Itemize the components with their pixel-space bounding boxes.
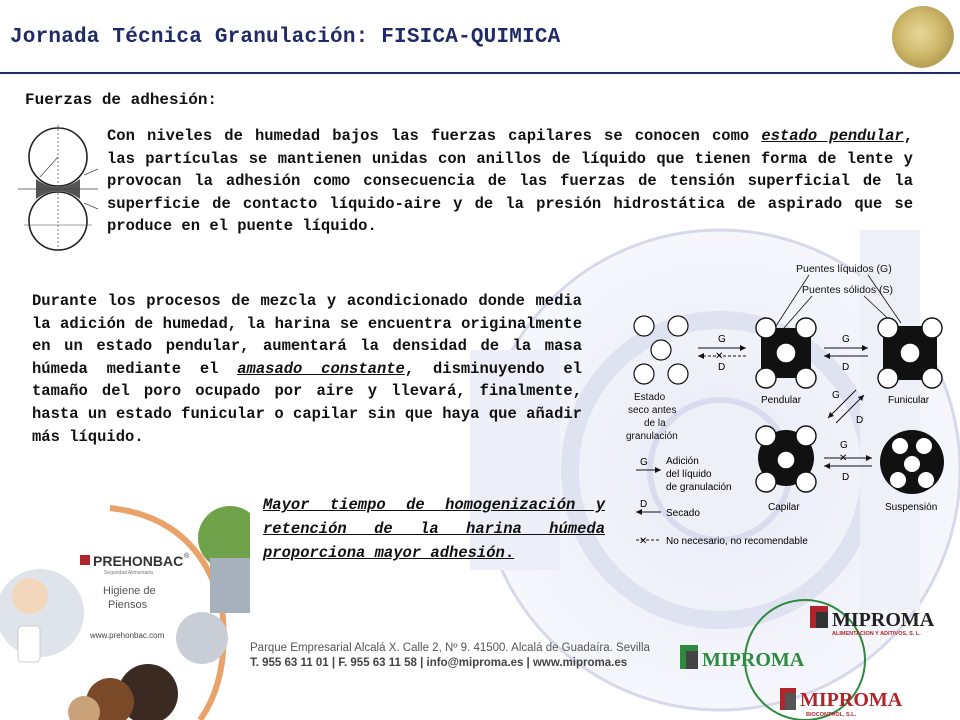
svg-text:✕: ✕: [639, 536, 648, 547]
conclusion-end: .: [504, 544, 515, 562]
svg-text:G: G: [718, 334, 726, 345]
page-title: Jornada Técnica Granulación: FISICA-QUIMICA: [10, 26, 561, 49]
svg-text:G: G: [842, 334, 850, 345]
prehonbac-slogan-2: Piensos: [108, 599, 148, 611]
prehonbac-brand: PREHONBAC: [93, 553, 184, 569]
section-heading: Fuerzas de adhesión:: [25, 91, 218, 109]
paragraph2-text-a: Durante los procesos de mezcla y acondicionado donde media la adición de humedad, la harina se encuentra originalmente en un estado pendular, aumentará la densidad de la masa húmeda mediante el: [32, 292, 582, 378]
label-capilar: Capilar: [768, 502, 800, 513]
svg-text:D: D: [842, 362, 850, 373]
miproma-logos: [660, 596, 960, 720]
liquid-bridge-diagram: [14, 125, 102, 253]
label-estado-1: Estado: [634, 392, 666, 403]
miproma-logo-middle: MIPROMA: [702, 649, 805, 671]
miproma-sub-bottom: BIOCONTROL, S.L.: [806, 712, 857, 718]
prehonbac-registered: ®: [184, 553, 190, 560]
legend-adicion-3: de granulación: [666, 482, 732, 493]
svg-text:D: D: [856, 415, 864, 426]
label-estado-4: granulación: [626, 431, 678, 442]
label-puentes-liquidos: Puentes líquidos (G): [796, 263, 892, 275]
paragraph1-text-a: Con niveles de humedad bajos las fuerzas capilares se conocen como: [107, 127, 762, 145]
miproma-logo-bottom: MIPROMA: [800, 689, 903, 711]
legend-no-necesario: No necesario, no recomendable: [666, 536, 808, 547]
legend-secado: Secado: [666, 508, 700, 519]
paragraph2-text-b: , disminuyendo el tamaño del poro ocupado por aire y llevará, finalmente, hasta un estado funicular o capilar sin que haya que añadir más líquido.: [32, 359, 582, 446]
svg-text:Pendular: Pendular: [761, 395, 802, 406]
svg-text:✕: ✕: [839, 453, 848, 464]
paragraph2-emphasis: amasado constante: [237, 359, 405, 378]
conclusion-main: Mayor tiempo de homogenización y retención de la harina húmeda proporciona mayor adhesión: [263, 496, 605, 562]
prehonbac-advert: [0, 498, 250, 720]
svg-text:D: D: [842, 472, 850, 483]
contact-address: Parque Empresarial Alcalá X. Calle 2, Nº 9. 41500. Alcalá de Guadaíra. Sevilla: [250, 642, 650, 654]
label-puentes-solidos: Puentes sólidos (S): [802, 284, 894, 296]
svg-text:Funicular: Funicular: [888, 395, 930, 406]
prehonbac-slogan-1: Higiene de: [103, 585, 156, 597]
granulation-states-diagram: [606, 258, 958, 558]
label-estado-2: seco antes: [628, 405, 677, 416]
legend-adicion-2: del líquido: [666, 469, 712, 480]
svg-text:G: G: [640, 457, 648, 468]
svg-text:G: G: [840, 440, 848, 451]
miproma-sub-top: ALIMENTACION Y ADITIVOS, S. L.: [832, 631, 921, 637]
contact-phones-web: T. 955 63 11 01 | F. 955 63 11 58 | info@miproma.es | www.miproma.es: [250, 657, 628, 669]
svg-text:D: D: [718, 362, 726, 373]
title-divider: [0, 72, 960, 74]
grain-photo: [892, 6, 954, 68]
label-estado-3: de la: [644, 418, 666, 429]
paragraph1-emphasis: estado pendular: [761, 127, 904, 145]
conclusion-text: [263, 493, 605, 565]
svg-text:G: G: [832, 390, 840, 401]
svg-text:D: D: [640, 499, 648, 510]
miproma-logo-top: MIPROMA: [832, 609, 935, 631]
paragraph1-text-b: , las partículas se mantienen unidas con anillos de líquido que tienen forma de lente y provocan la adhesión como consecuencia de las fuerzas de tensión superficial de la superficie de contacto líquido-aire y de la presión hidrostática de aspirado que se produce en el puente líquido.: [107, 127, 913, 236]
label-suspension: Suspensión: [885, 502, 938, 513]
paragraph-mixing-process: [32, 290, 582, 448]
prehonbac-web: www.prehonbac.com: [90, 631, 165, 640]
prehonbac-tagline: Seguridad Alimentaria: [104, 570, 153, 576]
legend-adicion-1: Adición: [666, 456, 699, 467]
svg-text:✕: ✕: [715, 351, 724, 362]
paragraph-capillary-forces: [107, 125, 913, 238]
